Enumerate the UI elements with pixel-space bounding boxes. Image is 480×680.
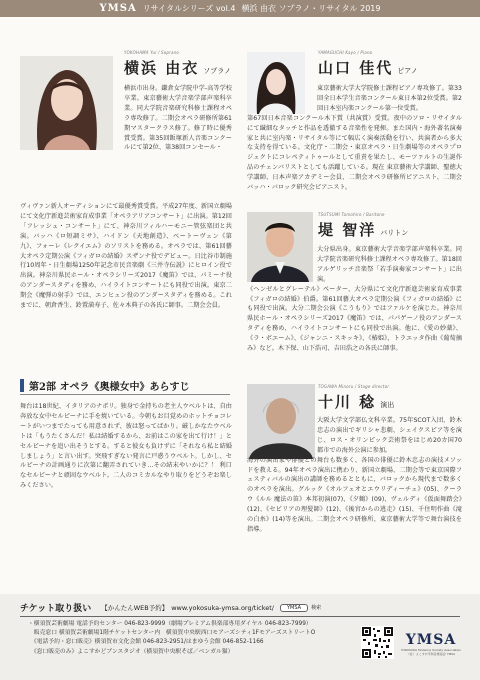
baritone-name bbox=[318, 219, 408, 240]
search-box[interactable]: YMSA bbox=[280, 604, 308, 612]
contact-line: ・横須賀芸術劇場 電話予約センター 046-823-9999（劇場プレミアム倶楽部専用ダイヤル 046-823-7999） bbox=[28, 621, 312, 627]
page-header bbox=[0, 0, 480, 17]
soprano-photo bbox=[20, 56, 113, 150]
header-brand: YMSA bbox=[99, 3, 137, 14]
soprano-romaji: YOKOHAMA Yui / Soprano bbox=[124, 50, 180, 55]
director-romaji: TOGAWA Minoru / Stage director bbox=[318, 384, 390, 389]
logo-wordmark: YMSA bbox=[405, 632, 457, 648]
ticket-url[interactable]: www.yokosuka-ymsa.org/ticket/ bbox=[171, 603, 274, 612]
pianist-bio: 東京藝術大学大学院修士課程ピアノ専攻修了。第33回全日本学生音楽コンクール東日本第2位受賞。第2回日本室内楽コンクール第一位受賞。 第67回日本音楽コンクール木下賞（共演賞）受賞。夜中のソロ・リサイタルにて繊細なタッチと作品を透徹する音楽性を発揮。また国内・海外著名演奏家と共に室内楽・リサイタル等にて幅広く演奏活動を行い、共演者から多大な支持を得ている。文化庁・二期会・東京オペラ・日生劇場等のオペラプロジェクトにコレペティトゥールとして重責を果たし、モーツァルトの生誕作品のチェンバリストとしても活躍している。現在 東京藝術大学講師、聖徳大学講師、日本声楽アカデミー会員、二期会オペラ研修所ピアニスト、二期会バッハ・バロック研究会ピアニスト。 bbox=[247, 85, 462, 192]
qr-code[interactable] bbox=[361, 626, 394, 659]
soprano-name-text: 横浜 由衣 bbox=[124, 59, 200, 77]
ticket-title: チケット取り扱い bbox=[20, 604, 92, 614]
soprano-bio: ヴィヴァン新人オーディションにて最優秀賞受賞。平成27年度、新国立劇場にて文化庁新進芸術家育成事業「オペラアリアコンサート」に出演。第12回「フレッシュ・コンサート」にて、神奈川フィルハーモニー管弦楽団と共演。バッハ《ロ短調ミサ》、ハイドン《天地創造》、ベートーヴェン《第九》、フォーレ《レクイエム》のソリストを務める。オペラでは、第61回藝大オペラ定期公演《フィガロの結婚》スザンナ役でデビュー。日比谷市制施行10周年・日生劇場1250年記念市民音楽劇《三井寺伝説》にヒロイン役で出演。神奈川県民ホール・オペラシリーズ2017《魔笛》では、パミーナ役のアンダースタディを務め、ハイライトコンサートにも同役で出演。東京二期会《魔弾の射手》では、エンヒェン役のアンダースタディを務める。これまでに、朝倉香生、鈴置満寿子、佐々木典子の各氏に師事。二期会会員。 bbox=[20, 203, 232, 310]
contact-list bbox=[28, 620, 348, 657]
baritone-role: バリトン bbox=[380, 229, 409, 237]
director-name-text: 十川 稔 bbox=[318, 393, 377, 411]
baritone-romaji: TSUTSUMI Tomohiro / Baritone bbox=[318, 212, 385, 217]
header-series: リサイタルシリーズ vol.4 bbox=[142, 4, 236, 13]
director-bio: 大阪大学文学部仏文科卒業。75年SCOT入団、鈴木忠志の演出でギリシャ悲劇、シェイクスピア等を演じ、ロス・オリンピック芸術祭をはじめ20カ国70都市での海外公演に参加。 海外の演出家や俳優との舞台も数多く、各国の俳優に鈴木忠志の演技メソッドを教える。94年オペラ演出に携わり、新国立劇場、二期会等で東京国際フェスティバルの演出の講師を務めるとともに、バロックから現代まで数多くのオペラを演出。グルック《オルフェオとエウリディーチェ》(05)、クーラウ《ルル 魔法の笛》本邦初演(07)、《夕鶴》(09)、ヴェルディ《仮面舞踏会》(12)、《セビリアの理髪師》(12)、《後宮からの逃走》(15)、千住明作曲《滝の白糸》(14)等を演出。二期会オペラ研修所、東京藝術大学等で舞台演技を指導。 bbox=[247, 417, 462, 533]
logo-tagline: （社）よこすか平和音楽協会 YMSA bbox=[406, 652, 456, 656]
synopsis-heading bbox=[20, 378, 230, 393]
baritone-name-text: 堤 智洋 bbox=[318, 221, 377, 239]
soprano-name bbox=[124, 57, 231, 78]
ticket-bar bbox=[20, 600, 460, 615]
pianist-romaji: YAMAGUCHI Kayo / Piano bbox=[318, 50, 373, 55]
section-marker bbox=[20, 379, 24, 392]
director-name bbox=[318, 391, 394, 412]
contact-line: 《窓口販売のみ》よこすかどブンスタジオ（横須賀中央駅そば／ベンガル猫） bbox=[28, 648, 234, 655]
pianist-role: ピアノ bbox=[397, 67, 418, 75]
logo-org: YOKOSUKA Moderne Society Association bbox=[400, 648, 462, 652]
baritone-bio: 大分県出身。東京藝術大学音楽学部声楽科卒業。同大学院音楽研究科修士課程オペラ専攻修了。第18回アルゲリッチ音楽祭「若手演奏家コンサート」に出演。 《ヘンゼルとグレーテル》ペーター、大分県にて文化庁新進芸術家育成事業《フィガロの結婚》伯爵。第61回藝大オペラ定期公演《フィガロの結婚》にも同役で出演。大分二期会公演《こうもり》ではファルケを演じた。神奈川県民ホール・オペラシリーズ2017《魔笛》では、パパゲーノ役のアンダースタディを務め、ハイライトコンサートにも同役で出演。他に、《愛の妙薬》、《ラ・ボエーム》、《ジャンニ・スキッキ》、《椿姫》、トラエッタ作曲《葡萄摘み》など。木下保、山下浩司、吉田浩之の各氏に師事。 bbox=[247, 246, 462, 353]
pianist-name-text: 山口 佳代 bbox=[318, 59, 394, 77]
heading-rule bbox=[20, 394, 230, 395]
synopsis-heading-text: 第2部 オペラ《奥様女中》あらすじ bbox=[29, 382, 190, 393]
pianist-name bbox=[318, 57, 418, 78]
contact-line: 販売窓口 横須賀芸術劇場1階チケットセンター内 横須賀中央駅西口モアーズシティ1FモアーズストリートO bbox=[28, 630, 316, 637]
header-title: 横浜 由衣 ソプラノ・リサイタル 2019 bbox=[241, 4, 381, 13]
soprano-role: ソプラノ bbox=[203, 67, 232, 75]
soprano-bio-top: 横浜市出身。鎌倉女学院中学-高等学校卒業。東京藝術大学音楽学部声楽科卒業。同大学院音楽研究科修士課程オペラ専攻修了。二期会オペラ研修所第61期マスタークラス修了。修了時に優秀賞受賞。第35回飯塚新人音楽コンクールにて第2位、第38回コンセール・ bbox=[124, 85, 232, 152]
ymsa-logo bbox=[398, 632, 464, 656]
contact-line: 《電話予約・窓口販売》横須賀市文化会館 046-823-2951/はまゆう会館 046-852-1166 bbox=[28, 639, 264, 646]
ticket-rule bbox=[20, 616, 460, 617]
synopsis-text: 舞台は18世紀、イタリアのナポリ。独身で金持ちの老主人ウベルトは、自由奔放な女中セルピーナに手を焼いている。今朝もお目覚めのホットチョコレートがいつまでたっても用意されず、彼は怒ってばかり。厳しかなたウベルトは「もうたくさんだ！私は結婚するから、お前はこの家を出て行け！」とセルピーナを追い出そうとする。すると彼女も負けずに「それなら私と結婚しましょう」と言い出す。突飛すぎない発言に戸惑うウベルト。しかし、セルピーナの計画通りに次第に翻弄されていき…その結末やいかに？！ 利口なセルピーナと頑固なウベルト。二人のコミカルなやり取りをどうぞお楽しみください。 bbox=[20, 403, 232, 490]
search-button[interactable]: 検索 bbox=[311, 605, 322, 611]
director-role: 演出 bbox=[380, 401, 395, 409]
web-label: 【かんたんWEB予約】 bbox=[101, 604, 169, 612]
